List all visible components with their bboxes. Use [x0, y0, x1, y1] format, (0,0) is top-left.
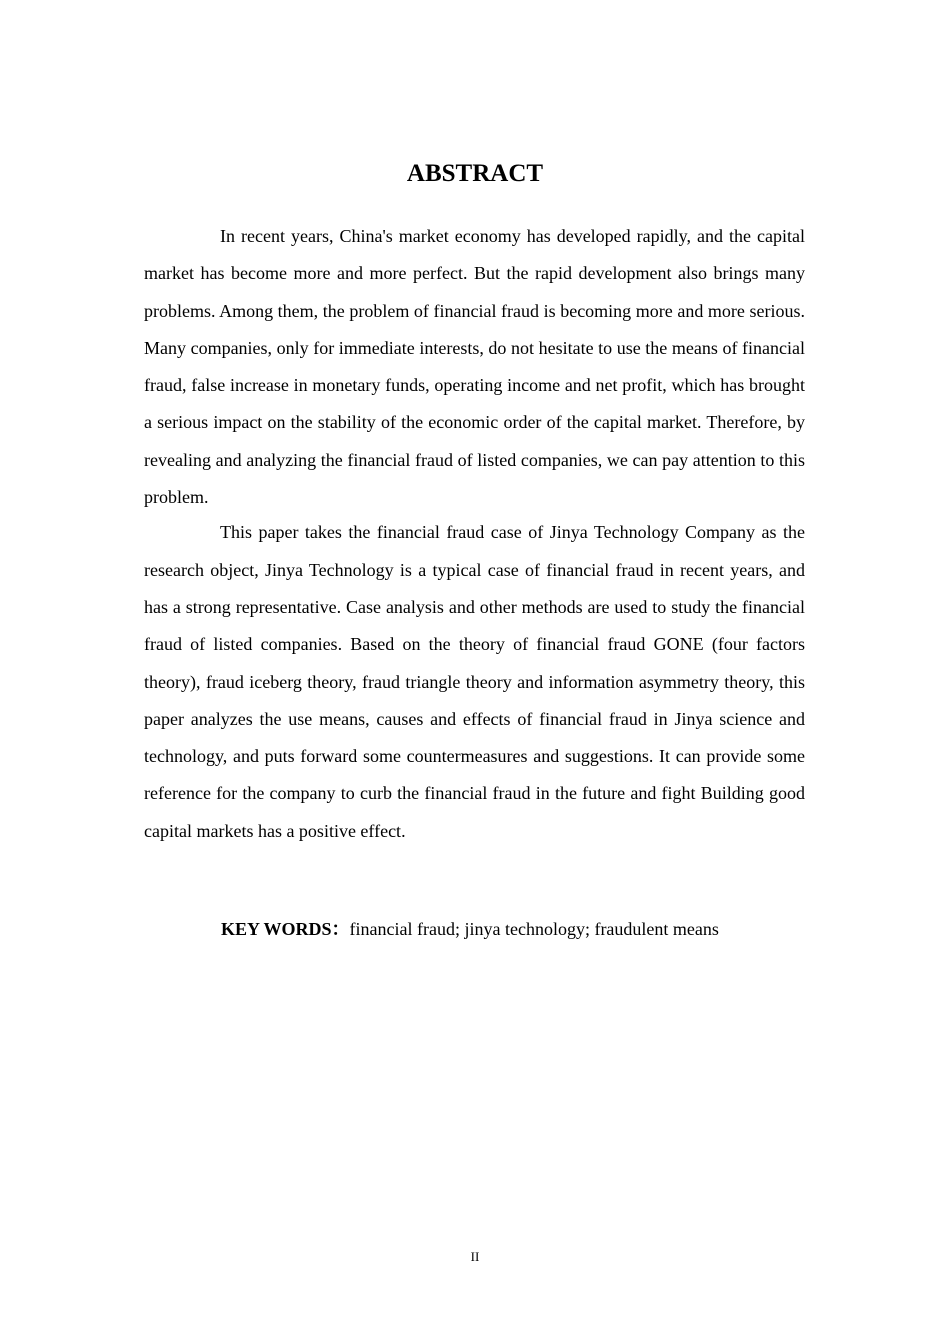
abstract-paragraph-1: In recent years, China's market economy has developed rapidly, and the capital market has become more and more perfect. But the rapid development also brings many problems. Among them, the problem of financial fraud is becoming more and more serious. Many companies, only for immediate interests, do not hesitate to use the means of financial fraud, false increase in monetary funds, operating income and net profit, which has brought a serious impact on the stability of the economic order of the capital market. Therefore, by revealing and analyzing the financial fraud of listed companies, we can pay attention to this problem.	[144, 226, 805, 508]
page-number: II	[470, 1249, 480, 1264]
abstract-title: ABSTRACT	[406, 160, 544, 187]
abstract-paragraph-2: This paper takes the financial fraud case of Jinya Technology Company as the research object, Jinya Technology is a typical case of financial fraud in recent years, and has a strong representative. Case analysis and other methods are used to study the financial fraud of listed companies. Based on the theory of financial fraud GONE (four factors theory), fraud iceberg theory, fraud triangle theory and information asymmetry theory, this paper analyzes the use means, causes and effects of financial fraud in Jinya science and technology, and puts forward some countermeasures and suggestions. It can provide some reference for the company to curb the financial fraud in the future and fight Building good capital markets has a positive effect.	[144, 522, 805, 841]
keywords-value: financial fraud; jinya technology; fraudulent means	[349, 919, 719, 939]
keywords-label: KEY WORDS：	[221, 919, 350, 939]
keywords-line	[221, 914, 821, 944]
abstract-body	[144, 218, 805, 850]
